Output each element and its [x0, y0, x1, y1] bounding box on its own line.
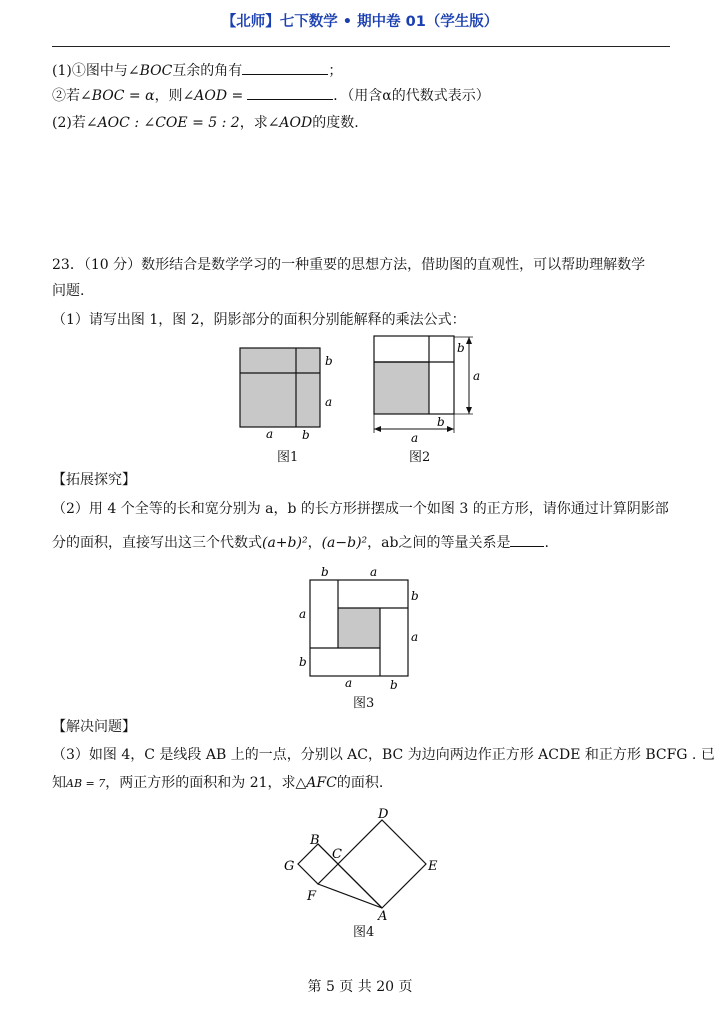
q22-p2-pre: (2)若: [52, 115, 86, 131]
q22-part2: [52, 113, 359, 133]
q22-p1a-angle: ∠BOC: [127, 63, 173, 79]
fig4-label-F: F: [307, 889, 317, 904]
figure-1: [225, 340, 345, 444]
fig4-label-B: B: [310, 833, 320, 848]
fig2-label-b-bottom: b: [437, 415, 445, 429]
q23-part3-triangle: △AFC: [295, 775, 337, 791]
fig3-caption: 图3: [353, 696, 375, 711]
fig4-label-C: C: [332, 847, 342, 862]
fig1-label-a-right: a: [325, 395, 333, 409]
q22-p2-end: 的度数.: [312, 115, 359, 131]
q22-p1b-pre: ②若: [52, 88, 80, 104]
q23-part2-line1: （2）用 4 个全等的长和宽分别为 a，b 的长方形拼摆成一个如图 3 的正方形，请你通过计算阴影部: [52, 501, 669, 517]
fig3-label-b-left: b: [299, 655, 307, 669]
fig2-arrowhead-bottom: [466, 407, 472, 414]
q23-part2-sep: ，: [307, 535, 322, 551]
fig4-label-A: A: [378, 909, 388, 922]
fig2-caption: 图2: [409, 450, 431, 465]
q23-part2-pre: 分的面积，直接写出这三个代数式: [52, 535, 262, 551]
q22-p2-angle: ∠AOD: [267, 115, 313, 131]
fig3-label-b-bottom: b: [390, 678, 398, 692]
fig4-label-D: D: [378, 807, 389, 822]
fig2-arrowhead-top: [466, 337, 472, 344]
figure-3: [290, 560, 430, 692]
section-explore-title: 【拓展探究】: [52, 472, 136, 488]
header-rule: [52, 46, 670, 47]
answer-blank-3[interactable]: [510, 532, 544, 547]
fig2-shaded-square: [374, 362, 429, 414]
q22-p1a-pre: (1)①图中与: [52, 63, 128, 79]
q22-p1a-post: 互余的角有: [172, 63, 243, 79]
q23-part2-line2: [52, 532, 549, 553]
q22-p2-mid: ，求: [239, 115, 268, 131]
q22-part1a: [52, 60, 342, 81]
q22-p1a-end: ；: [328, 63, 343, 79]
figure-4: [278, 800, 448, 922]
fig4-label-E: E: [428, 859, 438, 874]
fig1-label-a-bottom: a: [266, 427, 274, 441]
fig4-segment-FA: [318, 884, 382, 908]
q23-part3-line2: [52, 773, 383, 794]
fig1-shaded-square: [240, 348, 320, 427]
page-footer: 第 5 页 共 20 页: [307, 979, 413, 995]
answer-blank-1[interactable]: [242, 60, 328, 75]
figure-2: [365, 332, 490, 444]
expr-a-minus-b-squared: (a−b)²: [321, 535, 368, 551]
fig2-label-a-bottom: a: [411, 431, 419, 444]
q23-line1: 23．（10 分）数形结合是数学学习的一种重要的思想方法，借助图的直观性，可以帮助理解数学: [52, 257, 646, 273]
fig1-label-b-right: b: [325, 354, 333, 368]
fig4-segment-AB: [318, 844, 382, 908]
fig3-label-b-right: b: [411, 589, 419, 603]
fig2-label-a-right: a: [473, 369, 481, 383]
q22-part1b: [52, 85, 490, 106]
q23-part3-given: AB = 7: [66, 777, 106, 790]
fig3-label-a-top: a: [370, 565, 378, 579]
fig4-label-G: G: [284, 859, 295, 874]
q23-line2: 问题.: [52, 283, 85, 299]
q23-part2-end: .: [544, 535, 549, 551]
fig4-caption: 图4: [353, 925, 375, 940]
q22-p1b-angle: ∠AOD =: [182, 88, 244, 104]
fig4-square-ACDE: [338, 820, 426, 908]
q23-part1: （1）请写出图 1，图 2，阴影部分的面积分别能解释的乘法公式：: [52, 312, 466, 328]
q22-p1b-end: ．（用含α的代数式表示）: [333, 88, 490, 104]
fig3-label-a-bottom: a: [345, 676, 353, 690]
fig2-arrowhead-right: [447, 426, 454, 432]
fig3-label-b-top: b: [321, 565, 329, 579]
fig3-shaded-square: [338, 608, 380, 648]
expr-a-plus-b-squared: (a+b)²: [262, 535, 308, 551]
fig3-label-a-left: a: [299, 607, 307, 621]
q22-p1b-mid: ，则: [154, 88, 183, 104]
q23-part3-pre: 知: [52, 775, 66, 791]
q23-part3-end: 的面积.: [336, 775, 384, 791]
page-header: 【北师】七下数学 • 期中卷 01（学生版）: [221, 14, 499, 30]
answer-blank-2[interactable]: [247, 85, 333, 100]
fig1-label-b-bottom: b: [302, 428, 310, 442]
q23-part3-line1: （3）如图 4，C 是线段 AB 上的一点，分别以 AC，BC 为边向两边作正方形 ACDE 和正方形 BCFG . 已: [52, 747, 715, 763]
q22-p2-expr: ∠AOC : ∠COE = 5 : 2: [85, 115, 240, 131]
fig2-arrowhead-left: [374, 426, 381, 432]
fig1-caption: 图1: [277, 450, 299, 465]
q23-part2-post: ，ab之间的等量关系是: [367, 535, 511, 551]
fig3-label-a-right: a: [411, 630, 419, 644]
q22-p1b-expr: ∠BOC = α: [80, 88, 155, 104]
q23-part3-post: ，两正方形的面积和为 21，求: [105, 775, 296, 791]
section-solve-title: 【解决问题】: [52, 719, 136, 735]
fig2-label-b-right: b: [457, 341, 465, 355]
